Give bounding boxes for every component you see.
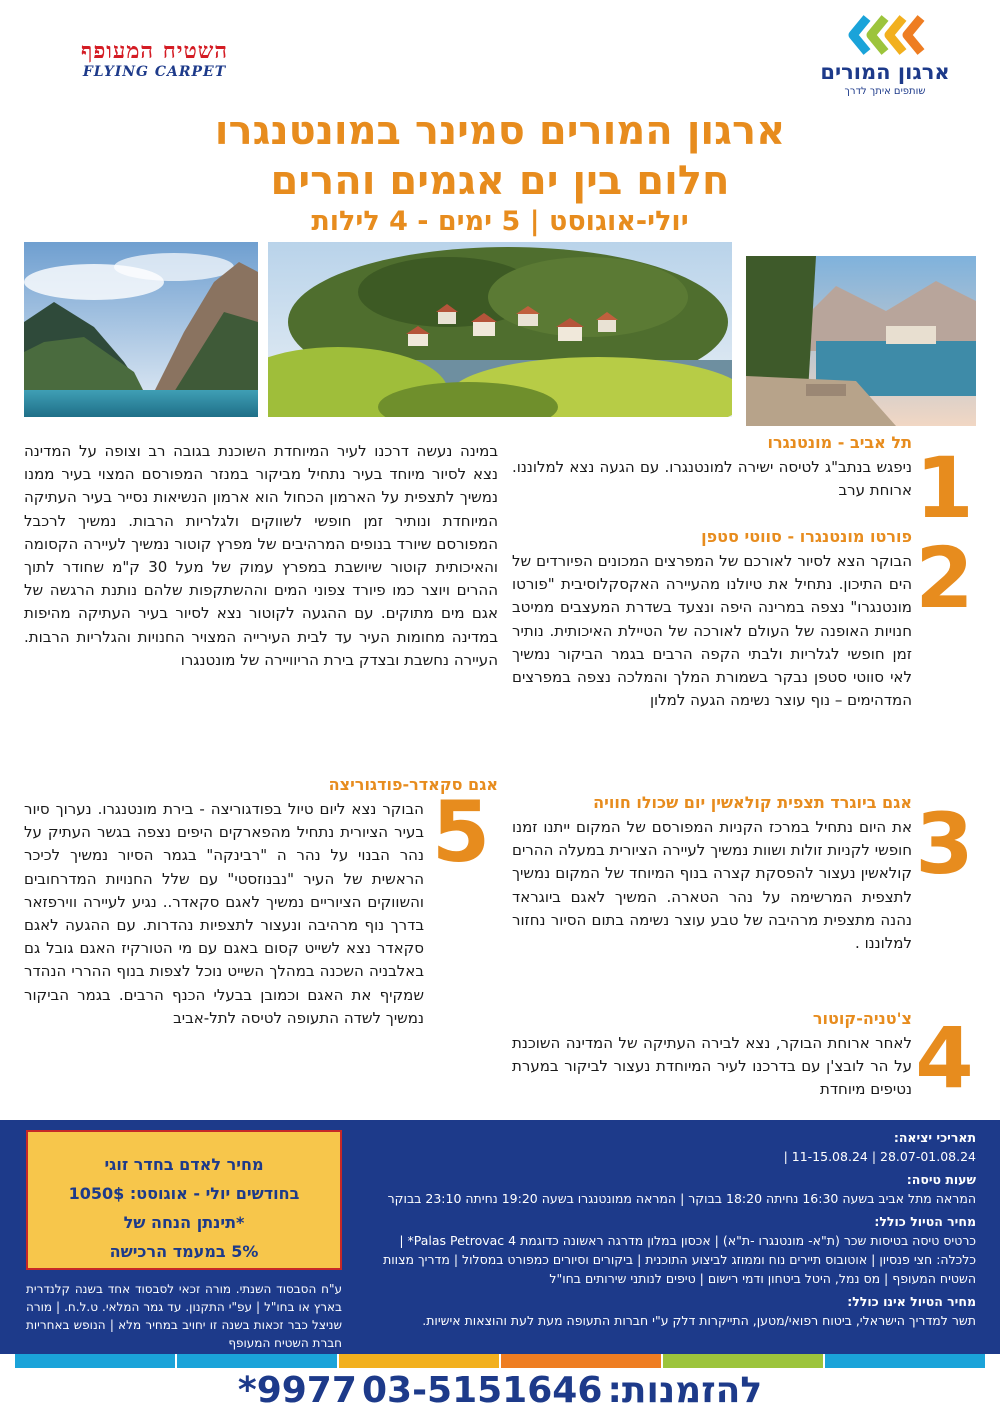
photo-canyon-lake [24,242,258,417]
flight-label: שעות טיסה: [906,1172,976,1187]
photo-bay-town [746,256,976,426]
photo-village-river [268,242,732,417]
flying-carpet-logo [42,38,267,93]
day-number: 1 [915,439,974,537]
org-logo [810,14,960,109]
offer-line: 5% במעמד הרכישה [109,1242,259,1261]
offer-line: בחודשים יולי - אוגוסט: 1050$ [68,1184,300,1203]
day-title: אגם ביוגרד תצפית קולאשין יום שכולו חוויה [593,793,912,812]
stripe [339,1354,499,1368]
day-text: ניפגש בנתב"ג לטיסה ישירה למונטנגרו. עם הגעה נצא למלוננו. ארוחת ערב [512,458,912,500]
excludes-value: תשר למדריך הישראלי, ביטוח רפואי/מטען, התייקרות דלק ע"י חברות התעופה מעת לעת והוצאות אישיות. [422,1313,976,1328]
day-title: פורטו מונטנגרו - סווטי סטפן [701,527,912,546]
carpet-english-name: FLYING CARPET [82,64,227,80]
headline-line1: ארגון המורים סמינר במונטנגרו [214,108,786,154]
day-4-continued: במינה נעשה דרכנו לעיר המיוחדת השוכנת בגובה רב וצופה על המדינה נצא לסיור מיוחד בעיר נתחיל מביקור במנזר המפורסם המצוי בעיר ממנו נמשיך לתצפית על הארמון הכחול הוא ארמון הנשיאות נסייר בעיר העתיקה המיוחדת ונותיר זמן חופשי לשווקים ולגלריות הרבות. נמשיך לרכבל המפורסם שיורד בנופים המרהיבים של מפרץ קוטור נמשיך לעיירה הקסומה והאיכותית קוטור שיושבת במפרץ עמוק של מעל 30 ק"מ שחודר לתוך ההרים ויוצר כמו פיורד צפוני המים וההשתקפות שלהם נותנת הרגשה של אגם מים מתוקים. עם ההגעה לקוטור נצא לסיור בעיר העתיקה מהיפות במדינה מחומות העיר עד לבית העירייה המצויר החנויות והגלריות הרבות. העיירה נחשבת ובצדק בירת הריוויירה של מונטנגרו [24,442,498,669]
phone-short-number[interactable]: 9977* [237,1370,357,1411]
headline-subtitle: יולי-אוגוסט | 5 ימים - 4 לילות [311,206,689,237]
offer-line: מחיר לאדם בחדר זוגי [104,1155,264,1174]
day-text: הבוקר נצא ליום טיול בפודגוריצה - בירת מונטנגרו. נערוך סיור בעיר הציורית נתחיל מהפארקים היפים נצפה בגשר העתיק על נהר הבנוי על נהר ה "רבינקה" בגמר הסיור נמשיך לכיכר הראשית של העיר "נבנוזסטי" עם שלל החנויות המדרחובים והשווקים הציוריים נמשיך לאגם סקאדר.. נגיע לעיירה ווירפזאר בדרך נוף מרהיבה ונעצור לתצפיות נהדרות. עם ההגעה לאגם סקאדר נצא לשייט קסום באגם עם מי הטורקיז האגם גובל גם באלבניה השכנה במהלך השייט נוכל לצפות בנוף ההררי הנהדר שמקיף את האגם וכמובן בבעלי הכנף הרבים. בגמר הביקור נמשיך לשדה התעופה לטיסה לתל-אביב [24,800,424,1027]
flight-value: המראה מתל אביב בשעה 16:30 נחיתה 18:20 בבוקר | המראה ממונטנגרו בשעה 19:20 נחיתה 23:10 בבוקר [387,1191,976,1206]
subsidy-note: ע"ח הסבסוד השנתי. מורה זכאי לסבסוד אחד בשנה קלנדרית בארץ או בחו"ל | עפ"י התקנון. עד גמר המלאי. ט.ל.ח. | מורה שניצל כבר זכאות בשנה זו יחויב במחיר מלא | הנופש באחריות חברת השטיח המעופף [26,1282,342,1350]
dates-label: תאריכי יציאה: [893,1130,976,1145]
day-title: אגם סקאדר-פודגוריצה [328,775,498,794]
org-name: ארגון המורים [820,60,950,84]
stripe [15,1354,175,1368]
stripe [501,1354,661,1368]
phone-label: להזמנות: [607,1370,763,1411]
includes-value: כרטיס טיסה בטיסות שכר (ת"א- מונטנגרו -ת"א) | אכסון במלון מדרגה ראשונה כדוגמת Palas Petrovac 4* | כלכלה: חצי פנסיון | אוטובוס תיירים נוח וממוזג לביצוע התוכנית | ביקורים וסיורים כמפורט במסלול | מדריך מצוות השטיח המעופף | מס נמל, היטל ביטחון ודמי רישום | טיפים לנותני שירותים בחו"ל [383,1233,976,1286]
carpet-hebrew-name: השטיח המעופף [80,38,229,64]
includes-label: מחיר הטיול כולל: [874,1214,976,1229]
day-title: תל אביב - מונטנגרו [767,433,912,452]
day-number: 5 [431,783,491,881]
day-text: את היום נתחיל במרכז הקניות המפורסם של המקום ייתנו זמנו חופשי לקניות זולות ושוות נמשיך לעיירה הציורית במעלה ההרים קולאשין נעצור להפסקת קצרה בנוף המיוחד של המקום נמשיך לתצפית המרשימה על נהר הטארה. המשיך לאגם ביוגראד נהנה מתצפית מרהיבה של טבע עוצר נשימה בתום הסיור נחזור למלוננו . [512,818,912,953]
trip-info [356,1128,976,1330]
dates-value: 28.07-01.08.24 | 11-15.08.24 | [783,1149,976,1164]
day-number: 4 [915,1009,974,1107]
org-tagline: שותפים איתך לדרך [844,86,926,97]
color-stripes [14,1354,986,1368]
stripe [825,1354,985,1368]
offer-line: *תינתן הנחה של [123,1213,245,1232]
day-text: לאחר ארוחת הבוקר, נצא לבירה העתיקה של המדינה השוכנת על הר לובצ'ן עם בדרכנו לעיר המיוחדת נעצור לביקור במערת נטיפים מיוחדת [512,1034,912,1099]
day-number: 2 [915,529,974,627]
headline-line2: חלום בין ים אגמים והרים [270,158,730,204]
booking-phone [0,1370,1000,1414]
day-number: 3 [915,795,974,893]
day-text: הבוקר הצא לסיור לאורכם של המפרצים המכונים הפיורדים של הים התיכון. נתחיל את טיולנו מהעיירה האקסקלוסיבית "פורטו מונטנגרו" נצפה במרינה היפה ונצעד בשדרת המעצבים ממיטב חנויות האופנה של העולם לאורכה של הטיילת האיכותית. נותיר זמן חופשי לגלריות ולבתי הקפה הרבים בגמר הביקור נמשיך לאי סווטי סטפן נבקר בשמורת המלך והמלכה נצפה במפרצים המדהימים – נוף עוצר נשימה הגעה למלון [512,552,912,710]
stripe [663,1354,823,1368]
excludes-label: מחיר הטיול אינו כולל: [847,1294,976,1309]
chevrons-icon [810,14,960,56]
day-title: צ'טניה-קוטור [812,1009,912,1028]
phone-number[interactable]: 03-5151646 [362,1370,603,1411]
price-offer-box [26,1130,342,1270]
stripe [177,1354,337,1368]
